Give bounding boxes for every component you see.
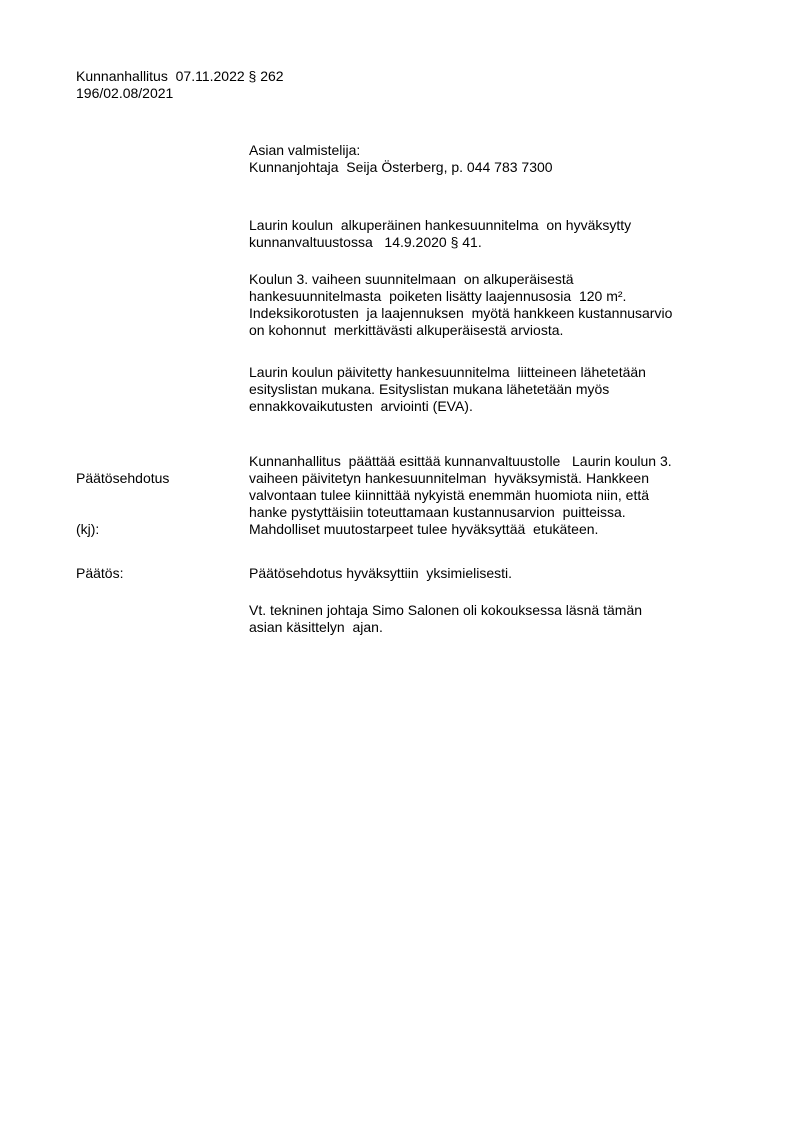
paragraph-line: Indeksikorotusten ja laajennuksen myötä hankkeen kustannusarvio [249,305,673,321]
preparer-name: Kunnanjohtaja Seija Österberg, p. 044 783 7300 [249,159,553,175]
note-line: asian käsittelyn ajan. [249,619,383,635]
preparer-label: Asian valmistelija: [249,142,361,158]
paragraph-line: Laurin koulun päivitetty hankesuunnitelma liitteineen lähetetään [249,364,646,380]
paragraph-line: ennakkovaikutusten arviointi (EVA). [249,398,473,414]
decision-label: Päätös: [76,565,124,581]
proposal-label-line1: Päätösehdotus [76,470,170,486]
note-line: Vt. tekninen johtaja Simo Salonen oli kokouksessa läsnä tämän [249,602,643,618]
paragraph-1 [249,217,729,251]
proposal-label-line2: (kj): [76,521,100,537]
decision-text [249,565,729,582]
paragraph-line: kunnanvaltuustossa 14.9.2020 § 41. [249,234,482,250]
paragraph-line: esityslistan mukana. Esityslistan mukana lähetetään myös [249,381,610,397]
proposal-line: hanke pystyttäisiin toteuttamaan kustannusarvion puitteissa. [249,504,626,520]
paragraph-2 [249,271,729,339]
paragraph-line: Laurin koulun alkuperäinen hankesuunnitelma on hyväksytty [249,217,632,233]
case-number: 196/02.08/2021 [76,85,174,101]
proposal-line: vaiheen päivitetyn hankesuunnitelman hyväksymistä. Hankkeen [249,470,650,486]
proposal-line: Kunnanhallitus päättää esittää kunnanvaltuustolle Laurin koulun 3. [249,453,672,469]
proposal-line: valvontaan tulee kiinnittää nykyistä enemmän huomiota niin, että [249,487,650,503]
decision-line: Päätösehdotus hyväksyttiin yksimielisesti. [249,565,512,581]
preparer-block [249,142,729,176]
proposal-line: Mahdolliset muutostarpeet tulee hyväksyttää etukäteen. [249,521,599,537]
meeting-reference: Kunnanhallitus 07.11.2022 § 262 [76,68,284,84]
paragraph-line: Koulun 3. vaiheen suunnitelmaan on alkuperäisestä [249,271,574,287]
proposal-label [76,436,169,572]
document-header [76,68,284,102]
proposal-text [249,453,729,538]
paragraph-line: hankesuunnitelmasta poiketen lisätty laajennusosia 120 m². [249,288,627,304]
paragraph-line: on kohonnut merkittävästi alkuperäisestä arviosta. [249,322,564,338]
paragraph-3 [249,364,729,415]
decision-note [249,602,729,636]
